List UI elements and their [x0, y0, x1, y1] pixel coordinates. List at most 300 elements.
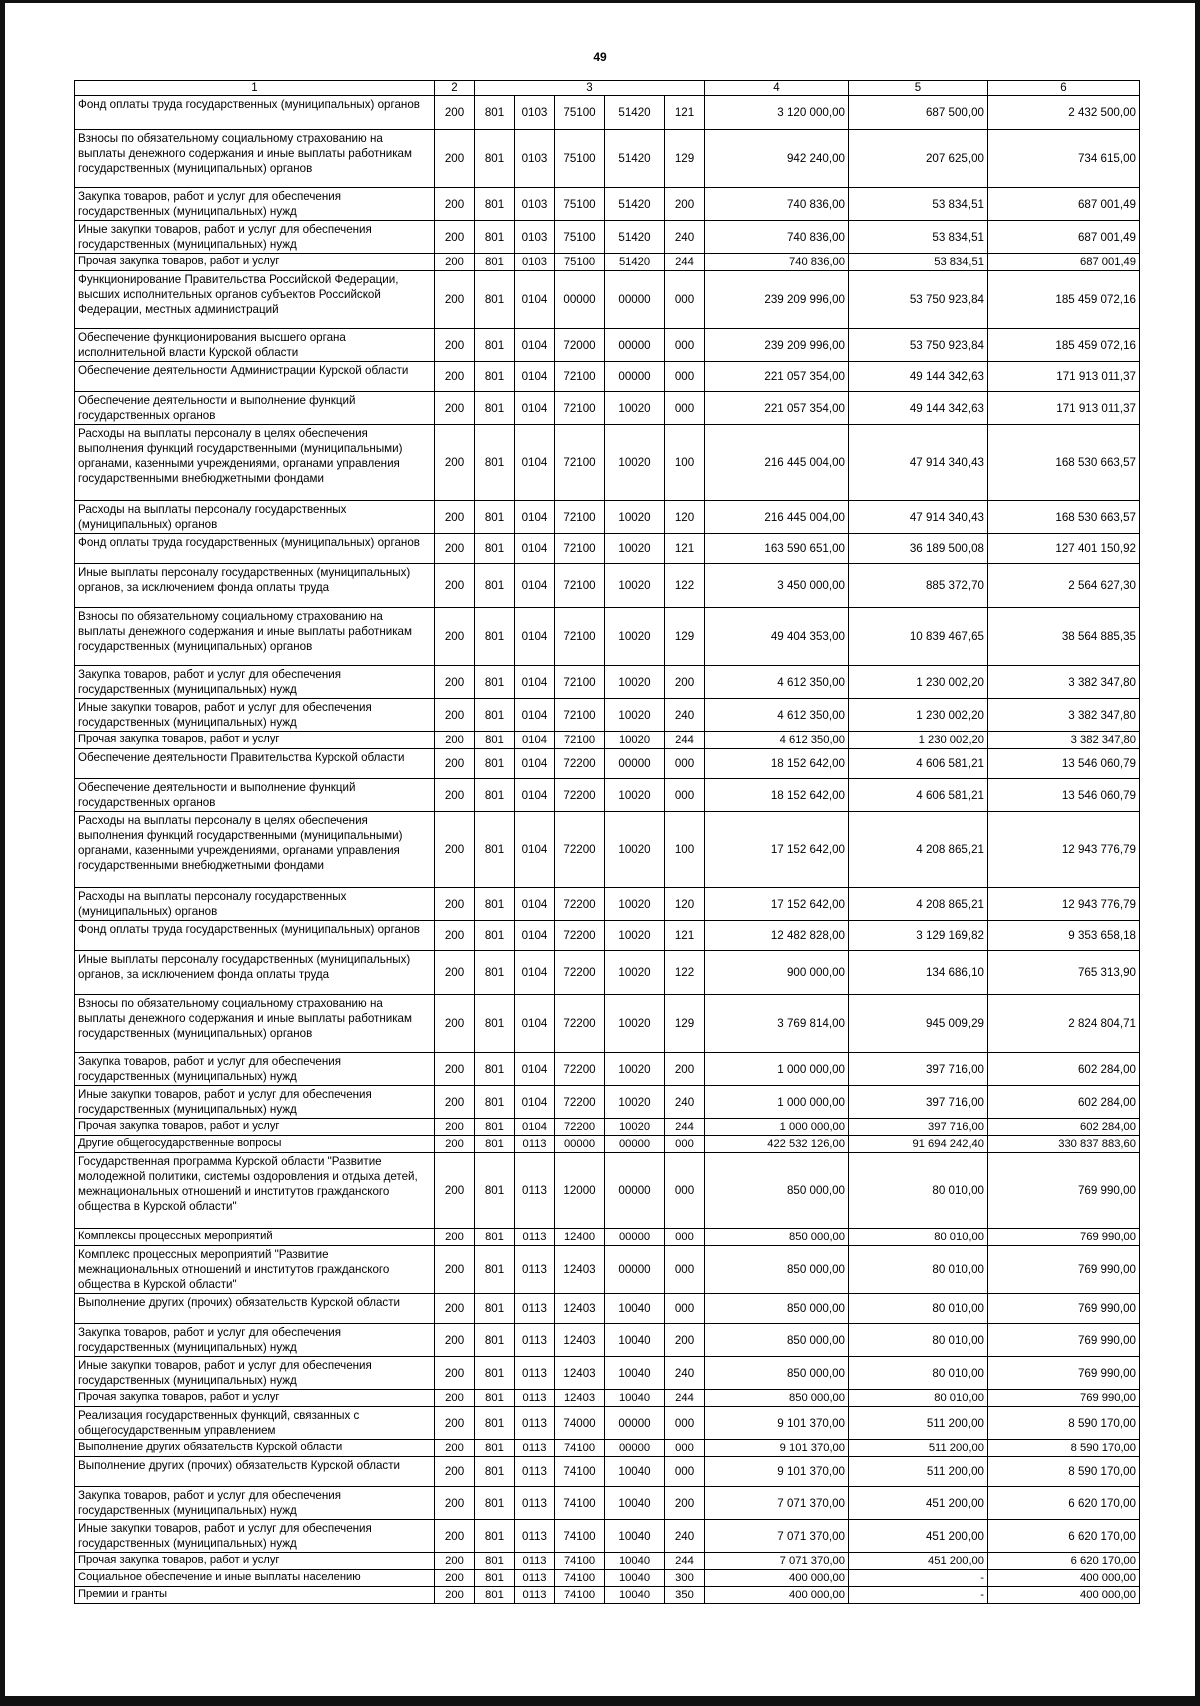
code-direction: 10040 [605, 1553, 665, 1570]
value-col5: 885 372,70 [849, 564, 988, 608]
code-section: 0113 [515, 1246, 555, 1294]
value-col5: 53 750 923,84 [849, 329, 988, 362]
code-admin: 200 [435, 1440, 475, 1457]
code-program: 72100 [555, 392, 605, 425]
code-direction: 10020 [605, 1086, 665, 1119]
code-expense-type: 200 [665, 1324, 705, 1357]
code-program: 72200 [555, 779, 605, 812]
table-row [75, 666, 1140, 699]
value-col6: 6 620 170,00 [988, 1487, 1140, 1520]
code-direction: 10020 [605, 699, 665, 732]
value-col6: 687 001,49 [988, 254, 1140, 271]
code-801: 801 [475, 1294, 515, 1324]
code-801: 801 [475, 1119, 515, 1136]
code-program: 72200 [555, 888, 605, 921]
code-program: 72100 [555, 534, 605, 564]
code-expense-type: 000 [665, 329, 705, 362]
row-label: Закупка товаров, работ и услуг для обеспечения государственных (муниципальных) нужд [75, 188, 435, 221]
code-section: 0113 [515, 1520, 555, 1553]
table-row [75, 1587, 1140, 1604]
code-direction: 10040 [605, 1520, 665, 1553]
code-801: 801 [475, 1587, 515, 1604]
code-direction: 00000 [605, 329, 665, 362]
code-section: 0104 [515, 951, 555, 995]
code-section: 0104 [515, 699, 555, 732]
value-col6: 602 284,00 [988, 1119, 1140, 1136]
value-col6: 765 313,90 [988, 951, 1140, 995]
value-col5: 4 208 865,21 [849, 888, 988, 921]
code-section: 0104 [515, 995, 555, 1053]
code-expense-type: 244 [665, 1390, 705, 1407]
value-col4: 18 152 642,00 [705, 779, 849, 812]
code-admin: 200 [435, 425, 475, 501]
row-label: Фонд оплаты труда государственных (муниципальных) органов [75, 921, 435, 951]
code-admin: 200 [435, 1553, 475, 1570]
code-direction: 00000 [605, 1440, 665, 1457]
row-label: Обеспечение деятельности Правительства Курской области [75, 749, 435, 779]
row-label: Социальное обеспечение и иные выплаты населению [75, 1570, 435, 1587]
code-program: 72200 [555, 951, 605, 995]
code-section: 0104 [515, 1086, 555, 1119]
table-row [75, 779, 1140, 812]
value-col5: 10 839 467,65 [849, 608, 988, 666]
code-801: 801 [475, 130, 515, 188]
value-col6: 330 837 883,60 [988, 1136, 1140, 1153]
code-program: 74100 [555, 1457, 605, 1487]
code-program: 72100 [555, 362, 605, 392]
row-label: Фонд оплаты труда государственных (муниципальных) органов [75, 96, 435, 130]
value-col4: 850 000,00 [705, 1324, 849, 1357]
code-section: 0113 [515, 1294, 555, 1324]
value-col6: 734 615,00 [988, 130, 1140, 188]
row-label: Государственная программа Курской области "Развитие молодежной политики, системы оздоровления и отдыха детей, межнациональных отношений и институтов гражданского общества в Курской области" [75, 1153, 435, 1229]
value-col6: 602 284,00 [988, 1086, 1140, 1119]
code-section: 0104 [515, 329, 555, 362]
code-program: 12403 [555, 1324, 605, 1357]
code-section: 0113 [515, 1390, 555, 1407]
code-expense-type: 200 [665, 1053, 705, 1086]
code-expense-type: 244 [665, 1553, 705, 1570]
code-admin: 200 [435, 1086, 475, 1119]
code-section: 0104 [515, 812, 555, 888]
code-admin: 200 [435, 1153, 475, 1229]
value-col6: 602 284,00 [988, 1053, 1140, 1086]
table-row [75, 1119, 1140, 1136]
value-col5: 47 914 340,43 [849, 425, 988, 501]
value-col5: 451 200,00 [849, 1553, 988, 1570]
code-section: 0113 [515, 1570, 555, 1587]
code-801: 801 [475, 1570, 515, 1587]
code-program: 12403 [555, 1246, 605, 1294]
value-col5: 945 009,29 [849, 995, 988, 1053]
value-col5: 511 200,00 [849, 1440, 988, 1457]
code-admin: 200 [435, 888, 475, 921]
value-col6: 6 620 170,00 [988, 1520, 1140, 1553]
code-program: 72100 [555, 501, 605, 534]
table-row [75, 1390, 1140, 1407]
value-col4: 850 000,00 [705, 1153, 849, 1229]
code-expense-type: 122 [665, 564, 705, 608]
code-801: 801 [475, 666, 515, 699]
code-program: 75100 [555, 188, 605, 221]
code-expense-type: 100 [665, 812, 705, 888]
value-col5: 1 230 002,20 [849, 666, 988, 699]
value-col6: 185 459 072,16 [988, 271, 1140, 329]
row-label: Взносы по обязательному социальному страхованию на выплаты денежного содержания и иные выплаты работникам государственных (муниципальных) органов [75, 995, 435, 1053]
row-label: Премии и гранты [75, 1587, 435, 1604]
code-section: 0113 [515, 1324, 555, 1357]
code-section: 0104 [515, 1053, 555, 1086]
code-direction: 00000 [605, 1229, 665, 1246]
code-admin: 200 [435, 666, 475, 699]
value-col5: 511 200,00 [849, 1407, 988, 1440]
code-801: 801 [475, 921, 515, 951]
code-801: 801 [475, 425, 515, 501]
row-label: Расходы на выплаты персоналу в целях обеспечения выполнения функций государственными (муниципальными) органами, казенными учреждениями, органами управления государственными внебюджетными фондами [75, 812, 435, 888]
code-801: 801 [475, 1487, 515, 1520]
table-row [75, 425, 1140, 501]
code-program: 75100 [555, 221, 605, 254]
code-expense-type: 121 [665, 96, 705, 130]
row-label: Закупка товаров, работ и услуг для обеспечения государственных (муниципальных) нужд [75, 1053, 435, 1086]
code-801: 801 [475, 812, 515, 888]
value-col6: 400 000,00 [988, 1587, 1140, 1604]
code-expense-type: 240 [665, 221, 705, 254]
table-row [75, 749, 1140, 779]
code-801: 801 [475, 608, 515, 666]
code-801: 801 [475, 392, 515, 425]
table-row [75, 1136, 1140, 1153]
code-program: 72200 [555, 995, 605, 1053]
value-col6: 769 990,00 [988, 1390, 1140, 1407]
code-801: 801 [475, 779, 515, 812]
code-expense-type: 200 [665, 1487, 705, 1520]
value-col5: 3 129 169,82 [849, 921, 988, 951]
code-program: 75100 [555, 96, 605, 130]
code-expense-type: 129 [665, 130, 705, 188]
code-admin: 200 [435, 812, 475, 888]
scan-edge-left [0, 0, 5, 1706]
table-row [75, 329, 1140, 362]
value-col4: 9 101 370,00 [705, 1457, 849, 1487]
value-col4: 1 000 000,00 [705, 1119, 849, 1136]
code-expense-type: 129 [665, 608, 705, 666]
code-801: 801 [475, 1153, 515, 1229]
row-label: Закупка товаров, работ и услуг для обеспечения государственных (муниципальных) нужд [75, 666, 435, 699]
table-row [75, 1294, 1140, 1324]
scan-edge-right [1195, 0, 1200, 1706]
value-col4: 422 532 126,00 [705, 1136, 849, 1153]
code-direction: 10040 [605, 1357, 665, 1390]
table-row [75, 812, 1140, 888]
value-col4: 7 071 370,00 [705, 1487, 849, 1520]
code-direction: 10040 [605, 1324, 665, 1357]
table-row [75, 221, 1140, 254]
value-col6: 185 459 072,16 [988, 329, 1140, 362]
value-col5: 80 010,00 [849, 1246, 988, 1294]
value-col5: 397 716,00 [849, 1053, 988, 1086]
code-admin: 200 [435, 1587, 475, 1604]
code-expense-type: 240 [665, 1086, 705, 1119]
code-section: 0104 [515, 749, 555, 779]
code-program: 12403 [555, 1294, 605, 1324]
table-row [75, 96, 1140, 130]
value-col4: 942 240,00 [705, 130, 849, 188]
code-program: 74100 [555, 1487, 605, 1520]
value-col6: 769 990,00 [988, 1357, 1140, 1390]
row-label: Иные закупки товаров, работ и услуг для обеспечения государственных (муниципальных) нужд [75, 1520, 435, 1553]
code-expense-type: 000 [665, 1407, 705, 1440]
code-expense-type: 240 [665, 1520, 705, 1553]
code-admin: 200 [435, 188, 475, 221]
value-col5: 4 208 865,21 [849, 812, 988, 888]
value-col5: 1 230 002,20 [849, 699, 988, 732]
code-direction: 00000 [605, 271, 665, 329]
code-section: 0113 [515, 1407, 555, 1440]
code-expense-type: 121 [665, 534, 705, 564]
code-admin: 200 [435, 392, 475, 425]
row-label: Реализация государственных функций, связанных с общегосударственным управлением [75, 1407, 435, 1440]
code-admin: 200 [435, 1457, 475, 1487]
code-expense-type: 100 [665, 425, 705, 501]
code-section: 0113 [515, 1440, 555, 1457]
row-label: Обеспечение деятельности и выполнение функций государственных органов [75, 779, 435, 812]
value-col4: 9 101 370,00 [705, 1440, 849, 1457]
value-col6: 2 564 627,30 [988, 564, 1140, 608]
value-col4: 12 482 828,00 [705, 921, 849, 951]
value-col5: 397 716,00 [849, 1119, 988, 1136]
code-program: 75100 [555, 254, 605, 271]
code-801: 801 [475, 732, 515, 749]
code-801: 801 [475, 1440, 515, 1457]
header-cell-5: 5 [849, 81, 988, 96]
code-admin: 200 [435, 749, 475, 779]
table-row [75, 1440, 1140, 1457]
row-label: Иные закупки товаров, работ и услуг для обеспечения государственных (муниципальных) нужд [75, 1086, 435, 1119]
value-col4: 221 057 354,00 [705, 362, 849, 392]
code-admin: 200 [435, 1487, 475, 1520]
code-expense-type: 000 [665, 749, 705, 779]
code-801: 801 [475, 995, 515, 1053]
code-801: 801 [475, 1229, 515, 1246]
row-label: Иные закупки товаров, работ и услуг для обеспечения государственных (муниципальных) нужд [75, 699, 435, 732]
code-admin: 200 [435, 1294, 475, 1324]
code-program: 72200 [555, 1119, 605, 1136]
code-expense-type: 000 [665, 392, 705, 425]
value-col6: 168 530 663,57 [988, 501, 1140, 534]
value-col6: 2 824 804,71 [988, 995, 1140, 1053]
code-801: 801 [475, 1357, 515, 1390]
header-cell-2: 2 [435, 81, 475, 96]
value-col5: 451 200,00 [849, 1487, 988, 1520]
table-row [75, 188, 1140, 221]
code-expense-type: 000 [665, 1294, 705, 1324]
code-801: 801 [475, 1246, 515, 1294]
row-label: Обеспечение функционирования высшего органа исполнительной власти Курской области [75, 329, 435, 362]
code-admin: 200 [435, 1357, 475, 1390]
value-col5: 53 834,51 [849, 188, 988, 221]
code-expense-type: 000 [665, 1457, 705, 1487]
code-admin: 200 [435, 501, 475, 534]
value-col4: 850 000,00 [705, 1357, 849, 1390]
code-direction: 00000 [605, 1407, 665, 1440]
code-section: 0104 [515, 732, 555, 749]
code-admin: 200 [435, 1246, 475, 1294]
code-expense-type: 200 [665, 666, 705, 699]
code-801: 801 [475, 96, 515, 130]
code-direction: 10020 [605, 921, 665, 951]
value-col6: 13 546 060,79 [988, 749, 1140, 779]
value-col6: 13 546 060,79 [988, 779, 1140, 812]
code-program: 12403 [555, 1357, 605, 1390]
code-direction: 00000 [605, 1153, 665, 1229]
value-col4: 18 152 642,00 [705, 749, 849, 779]
code-expense-type: 122 [665, 951, 705, 995]
code-expense-type: 240 [665, 1357, 705, 1390]
value-col4: 221 057 354,00 [705, 392, 849, 425]
code-section: 0104 [515, 666, 555, 699]
value-col5: 80 010,00 [849, 1357, 988, 1390]
code-admin: 200 [435, 779, 475, 812]
code-expense-type: 000 [665, 1136, 705, 1153]
value-col4: 400 000,00 [705, 1587, 849, 1604]
row-label: Обеспечение деятельности и выполнение функций государственных органов [75, 392, 435, 425]
code-expense-type: 120 [665, 888, 705, 921]
code-section: 0104 [515, 362, 555, 392]
row-label: Закупка товаров, работ и услуг для обеспечения государственных (муниципальных) нужд [75, 1324, 435, 1357]
value-col5: 80 010,00 [849, 1324, 988, 1357]
code-section: 0104 [515, 534, 555, 564]
code-expense-type: 300 [665, 1570, 705, 1587]
value-col5: 80 010,00 [849, 1294, 988, 1324]
code-direction: 10020 [605, 392, 665, 425]
code-801: 801 [475, 951, 515, 995]
code-801: 801 [475, 888, 515, 921]
code-expense-type: 000 [665, 362, 705, 392]
value-col4: 17 152 642,00 [705, 888, 849, 921]
value-col4: 900 000,00 [705, 951, 849, 995]
value-col4: 740 836,00 [705, 188, 849, 221]
code-801: 801 [475, 534, 515, 564]
code-admin: 200 [435, 1407, 475, 1440]
table-row [75, 699, 1140, 732]
value-col4: 239 209 996,00 [705, 329, 849, 362]
code-801: 801 [475, 1324, 515, 1357]
row-label: Взносы по обязательному социальному страхованию на выплаты денежного содержания и иные выплаты работникам государственных (муниципальных) органов [75, 608, 435, 666]
code-section: 0113 [515, 1553, 555, 1570]
row-label: Фонд оплаты труда государственных (муниципальных) органов [75, 534, 435, 564]
value-col4: 850 000,00 [705, 1229, 849, 1246]
value-col6: 400 000,00 [988, 1570, 1140, 1587]
code-direction: 10020 [605, 564, 665, 608]
table-row [75, 534, 1140, 564]
scan-edge-bottom [0, 1696, 1200, 1706]
code-expense-type: 350 [665, 1587, 705, 1604]
value-col4: 7 071 370,00 [705, 1553, 849, 1570]
row-label: Закупка товаров, работ и услуг для обеспечения государственных (муниципальных) нужд [75, 1487, 435, 1520]
code-expense-type: 240 [665, 699, 705, 732]
value-col4: 3 450 000,00 [705, 564, 849, 608]
row-label: Иные закупки товаров, работ и услуг для обеспечения государственных (муниципальных) нужд [75, 1357, 435, 1390]
code-admin: 200 [435, 96, 475, 130]
table-row [75, 921, 1140, 951]
code-expense-type: 000 [665, 779, 705, 812]
code-section: 0104 [515, 1119, 555, 1136]
row-label: Функционирование Правительства Российской Федерации, высших исполнительных органов субъектов Российской Федерации, местных администраций [75, 271, 435, 329]
table-row [75, 608, 1140, 666]
code-program: 12400 [555, 1229, 605, 1246]
value-col4: 1 000 000,00 [705, 1053, 849, 1086]
value-col6: 3 382 347,80 [988, 732, 1140, 749]
table-row [75, 130, 1140, 188]
code-program: 72100 [555, 425, 605, 501]
code-section: 0104 [515, 425, 555, 501]
code-expense-type: 000 [665, 1440, 705, 1457]
code-section: 0104 [515, 608, 555, 666]
code-section: 0113 [515, 1153, 555, 1229]
code-program: 72100 [555, 564, 605, 608]
value-col6: 6 620 170,00 [988, 1553, 1140, 1570]
code-direction: 00000 [605, 1136, 665, 1153]
row-label: Другие общегосударственные вопросы [75, 1136, 435, 1153]
value-col4: 3 120 000,00 [705, 96, 849, 130]
row-label: Иные выплаты персоналу государственных (муниципальных) органов, за исключением фонда оплаты труда [75, 951, 435, 995]
row-label: Иные закупки товаров, работ и услуг для обеспечения государственных (муниципальных) нужд [75, 221, 435, 254]
code-direction: 10040 [605, 1570, 665, 1587]
code-section: 0104 [515, 564, 555, 608]
code-section: 0103 [515, 96, 555, 130]
code-801: 801 [475, 564, 515, 608]
value-col4: 4 612 350,00 [705, 699, 849, 732]
row-label: Расходы на выплаты персоналу в целях обеспечения выполнения функций государственными (муниципальными) органами, казенными учреждениями, органами управления государственными внебюджетными фондами [75, 425, 435, 501]
code-direction: 51420 [605, 188, 665, 221]
code-direction: 10040 [605, 1487, 665, 1520]
code-direction: 10040 [605, 1587, 665, 1604]
code-section: 0113 [515, 1136, 555, 1153]
row-label: Взносы по обязательному социальному страхованию на выплаты денежного содержания и иные выплаты работникам государственных (муниципальных) органов [75, 130, 435, 188]
code-section: 0104 [515, 271, 555, 329]
value-col6: 171 913 011,37 [988, 392, 1140, 425]
code-admin: 200 [435, 362, 475, 392]
code-admin: 200 [435, 699, 475, 732]
value-col4: 4 612 350,00 [705, 666, 849, 699]
value-col6: 8 590 170,00 [988, 1440, 1140, 1457]
value-col5: 687 500,00 [849, 96, 988, 130]
value-col6: 769 990,00 [988, 1324, 1140, 1357]
code-801: 801 [475, 1086, 515, 1119]
value-col6: 687 001,49 [988, 221, 1140, 254]
code-801: 801 [475, 329, 515, 362]
code-section: 0113 [515, 1457, 555, 1487]
table-row [75, 1153, 1140, 1229]
code-direction: 51420 [605, 254, 665, 271]
code-admin: 200 [435, 1520, 475, 1553]
row-label: Выполнение других (прочих) обязательств Курской области [75, 1294, 435, 1324]
code-program: 72100 [555, 666, 605, 699]
value-col4: 239 209 996,00 [705, 271, 849, 329]
code-program: 72100 [555, 608, 605, 666]
value-col4: 400 000,00 [705, 1570, 849, 1587]
table-row [75, 271, 1140, 329]
code-program: 00000 [555, 1136, 605, 1153]
code-direction: 10020 [605, 608, 665, 666]
code-expense-type: 244 [665, 732, 705, 749]
code-direction: 10020 [605, 1053, 665, 1086]
table-row [75, 951, 1140, 995]
code-801: 801 [475, 699, 515, 732]
value-col4: 740 836,00 [705, 221, 849, 254]
code-direction: 10040 [605, 1294, 665, 1324]
